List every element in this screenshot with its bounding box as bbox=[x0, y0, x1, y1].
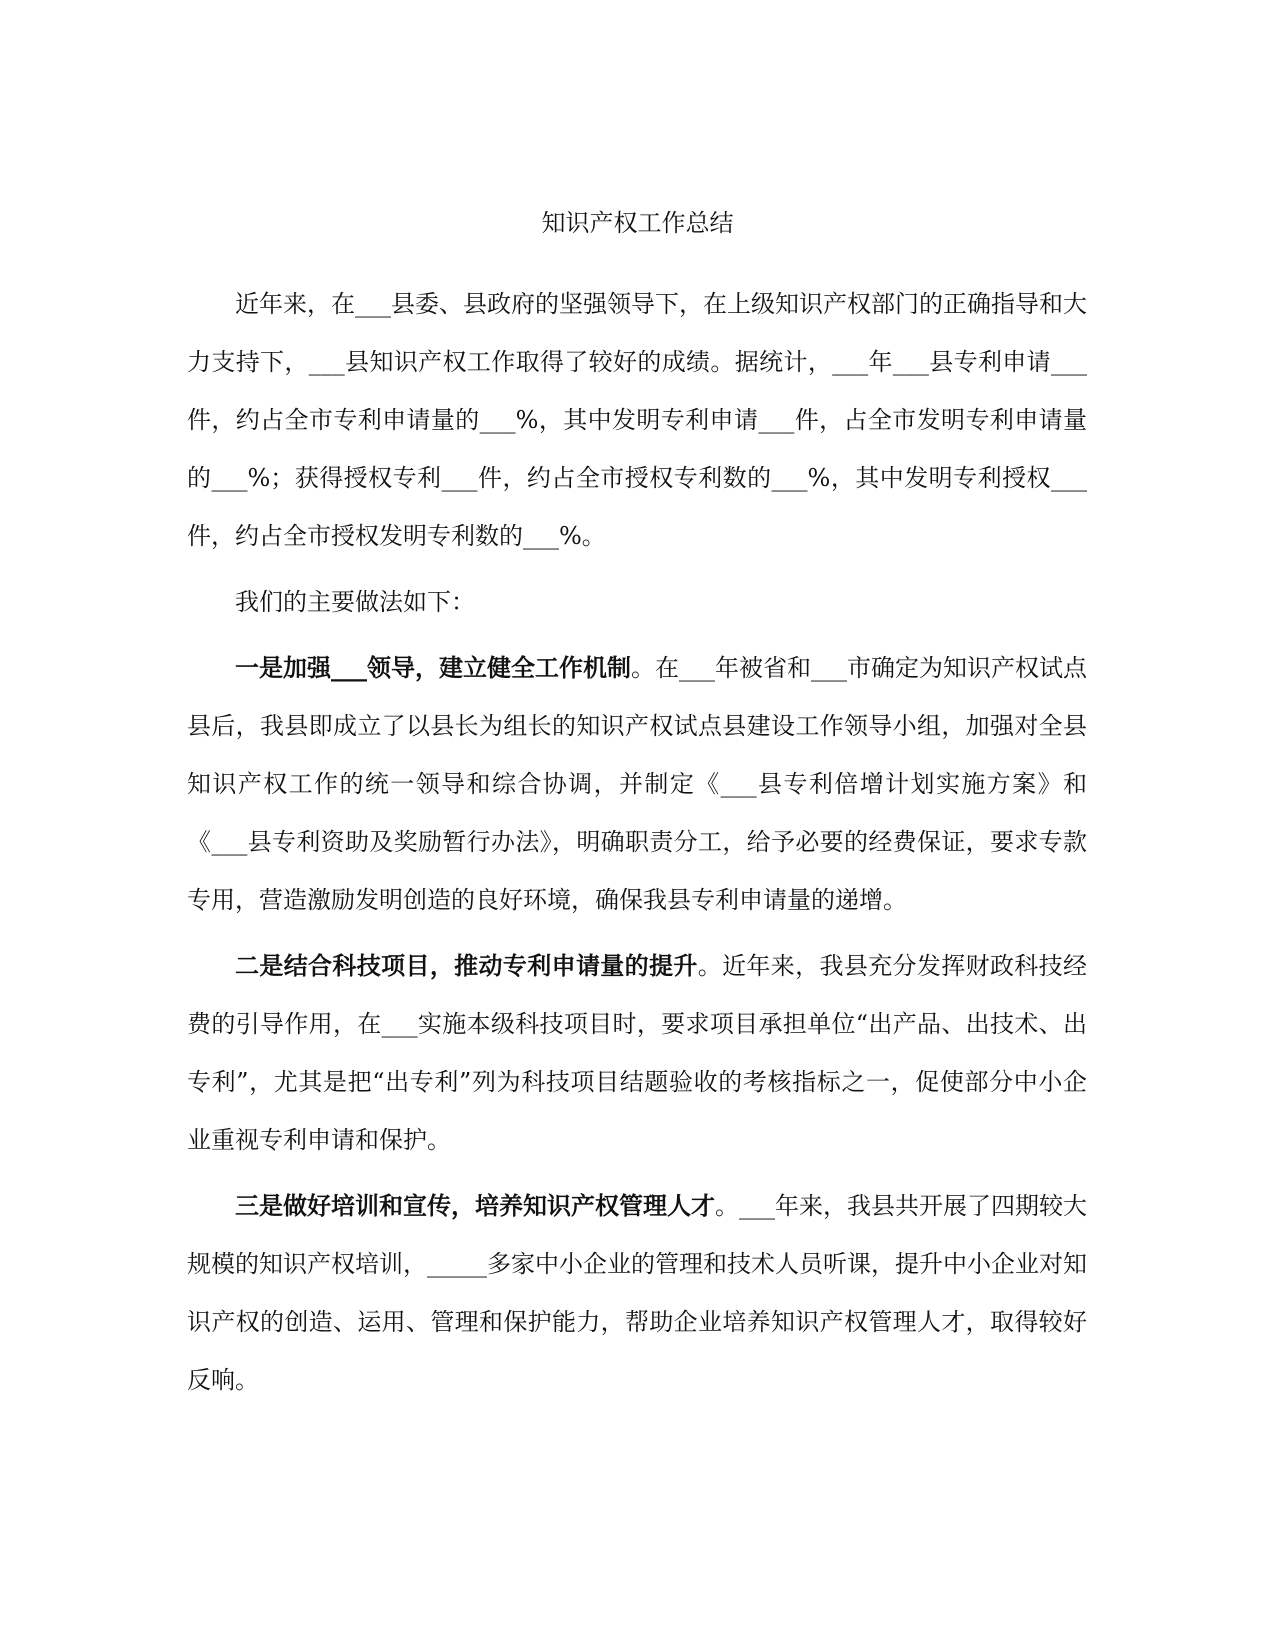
paragraph-point-1 bbox=[187, 639, 1087, 929]
paragraph-text: 。在___年被省和___市确定为知识产权试点县后，我县即成立了以县长为组长的知识产权试点县建设工作领导小组，加强对全县知识产权工作的统一领导和综合协调，并制定《___县专利倍增计划实施方案》和《___县专利资助及奖励暂行办法》，明确职责分工，给予必要的经费保证，要求专款专用，营造激励发明创造的良好环境，确保我县专利申请量的递增。 bbox=[187, 654, 1087, 914]
document-body bbox=[187, 275, 1087, 1417]
paragraph-lead: 一是加强___领导，建立健全工作机制 bbox=[235, 653, 631, 682]
paragraph-lead: 二是结合科技项目，推动专利申请量的提升 bbox=[235, 951, 698, 980]
paragraph-lead: 三是做好培训和宣传，培养知识产权管理人才 bbox=[235, 1191, 715, 1220]
paragraph-intro bbox=[187, 275, 1087, 565]
paragraph-text: 。近年来，我县充分发挥财政科技经费的引导作用，在___实施本级科技项目时，要求项目承担单位“出产品、出技术、出专利”，尤其是把“出专利”列为科技项目结题验收的考核指标之一，促使部分中小企业重视专利申请和保护。 bbox=[187, 952, 1088, 1154]
document-title: 知识产权工作总结 bbox=[541, 209, 734, 237]
paragraph-text: 。___年来，我县共开展了四期较大规模的知识产权培训，_____多家中小企业的管理和技术人员听课，提升中小企业对知识产权的创造、运用、管理和保护能力，帮助企业培养知识产权管理人才，取得较好反响。 bbox=[187, 1192, 1087, 1394]
paragraph-text: 近年来，在___县委、县政府的坚强领导下，在上级知识产权部门的正确指导和大力支持下，___县知识产权工作取得了较好的成绩。据统计，___年___县专利申请___件，约占全市专利申请量的___%，其中发明专利申请___件，占全市发明专利申请量的___%；获得授权专利___件，约占全市授权专利数的___%，其中发明专利授权___件，约占全市授权发明专利数的___%。 bbox=[187, 290, 1087, 550]
paragraph-methods-intro bbox=[187, 573, 1087, 631]
paragraph-point-2 bbox=[187, 937, 1087, 1169]
paragraph-text: 我们的主要做法如下： bbox=[235, 588, 475, 616]
paragraph-point-3 bbox=[187, 1177, 1087, 1409]
